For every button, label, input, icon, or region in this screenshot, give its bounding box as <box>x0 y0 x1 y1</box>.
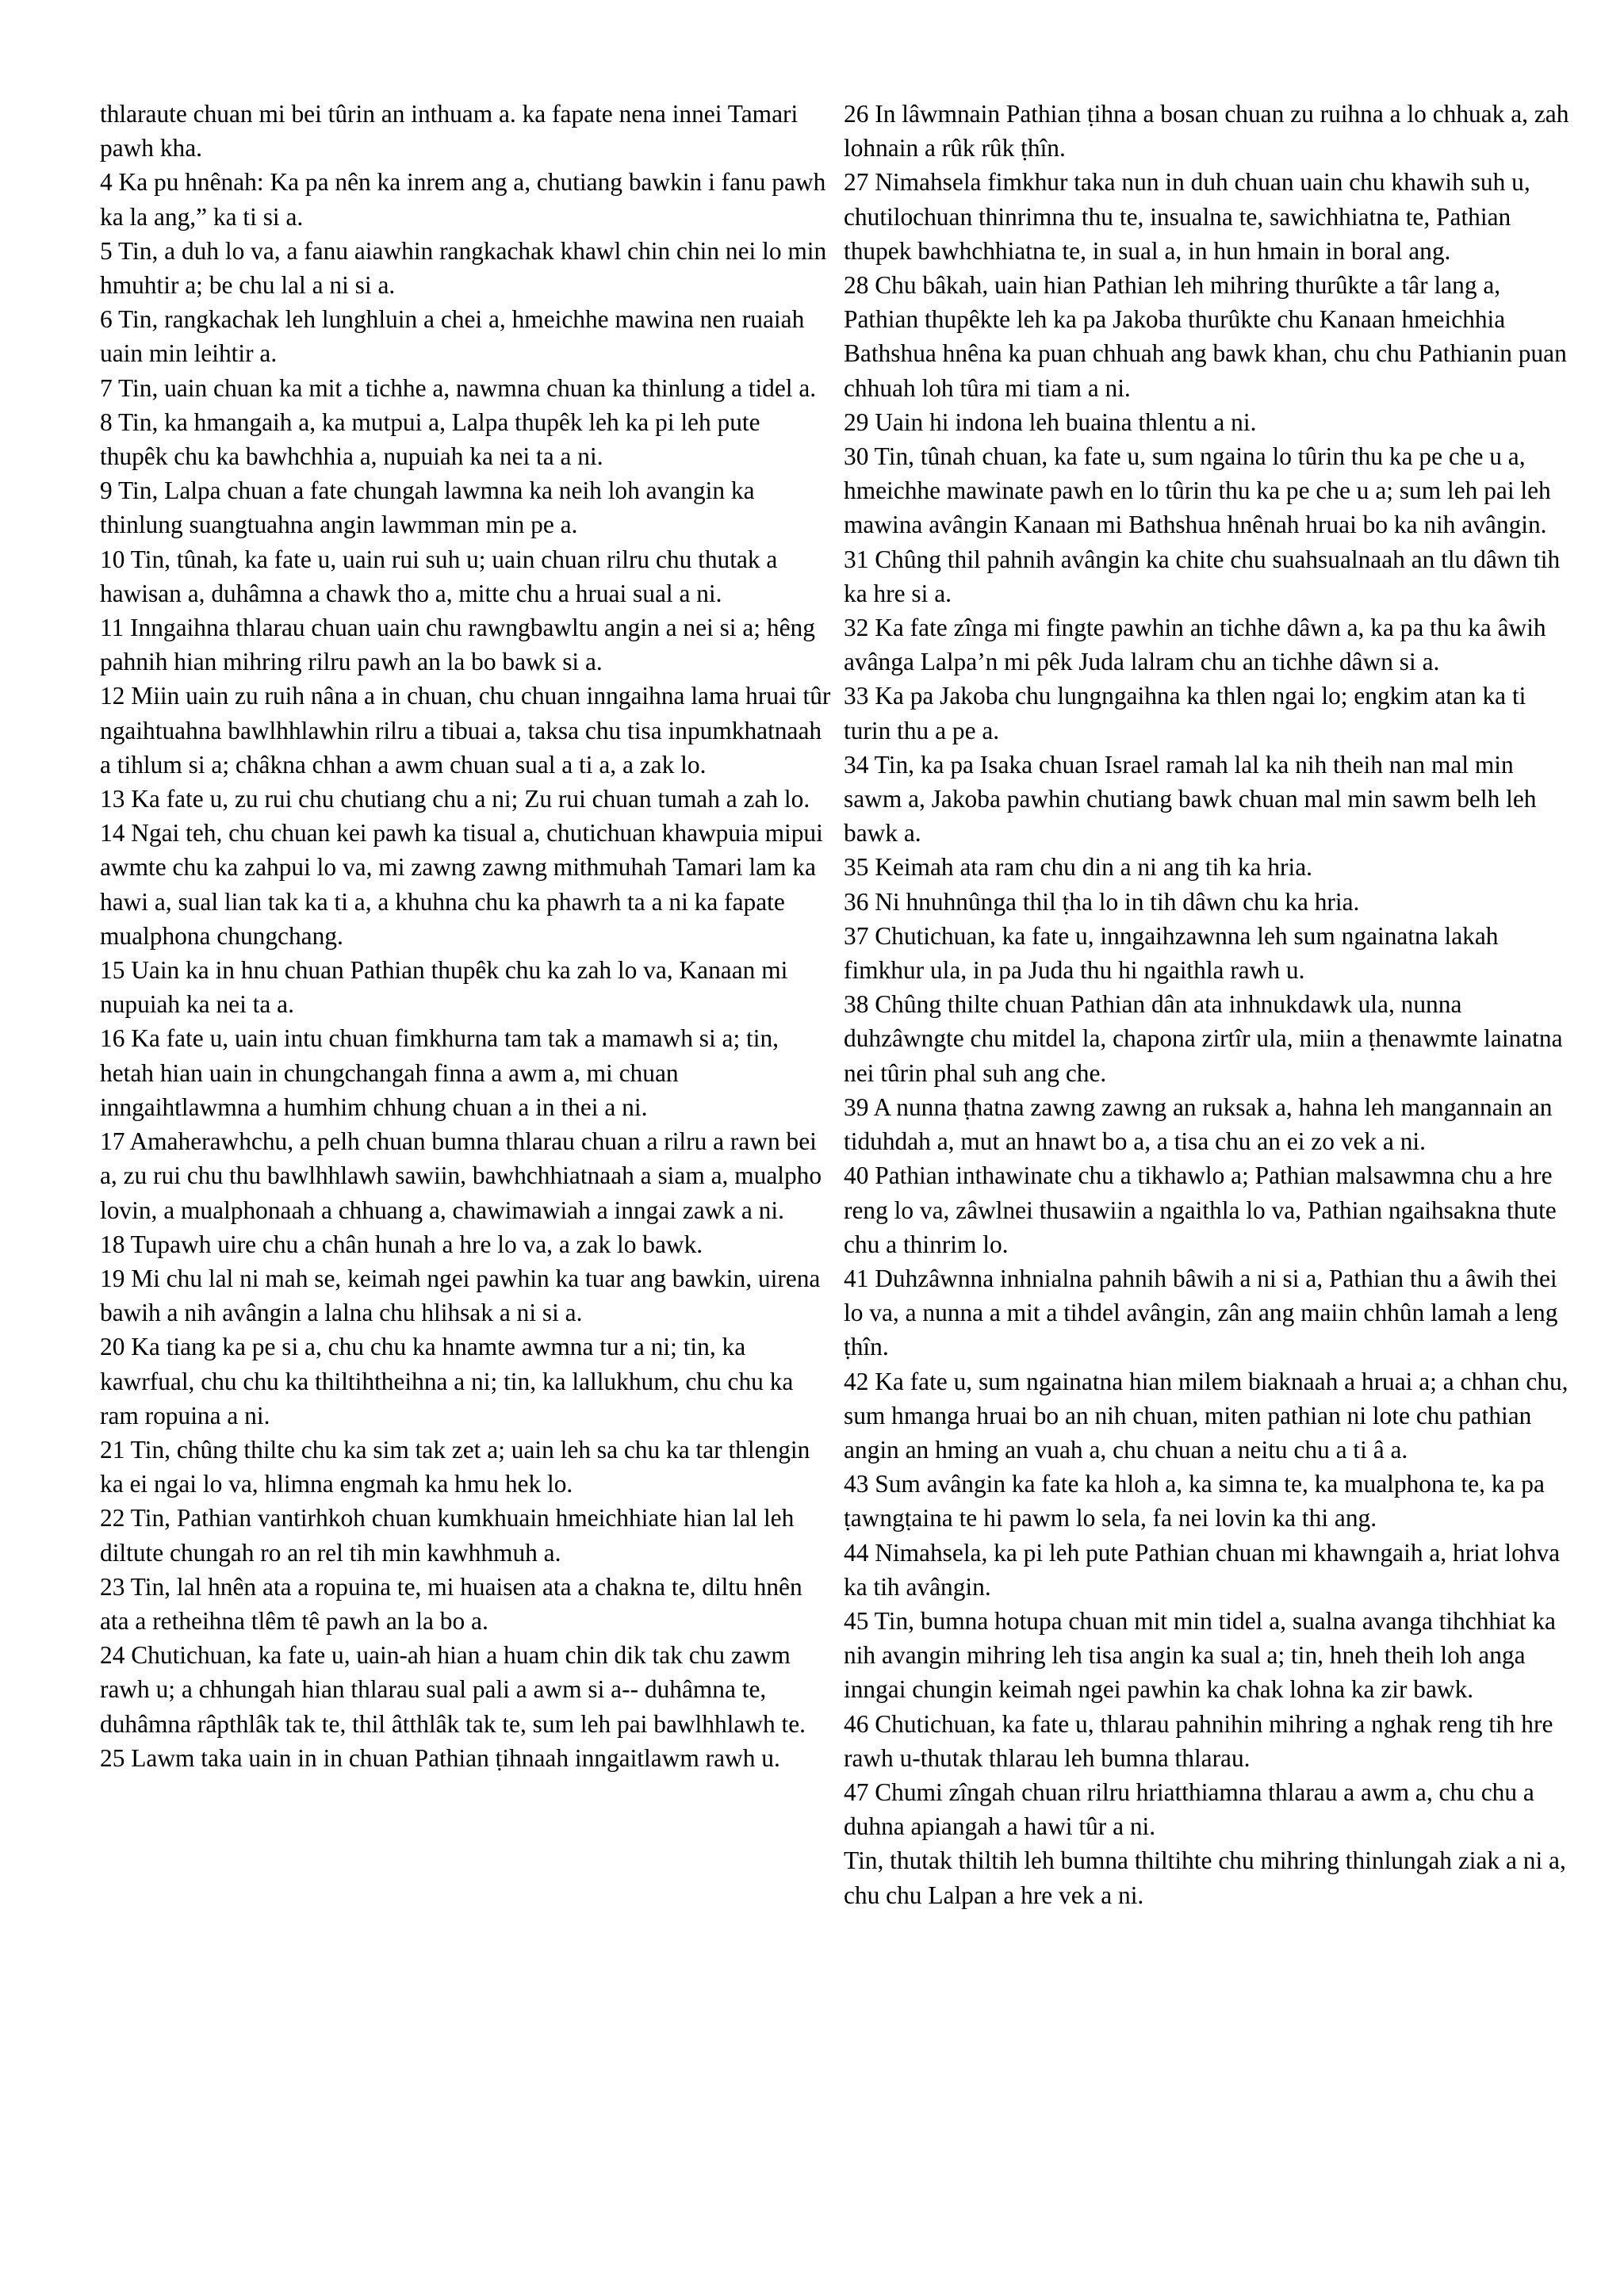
verse-29: 29 Uain hi indona leh buaina thlentu a ni. <box>844 408 1257 436</box>
verse-37: 37 Chutichuan, ka fate u, inngaihzawnna leh sum ngainatna lakah fimkhur ula, in pa Juda thu hi ngaithla rawh u. <box>844 921 1499 985</box>
verse-14: 14 Ngai teh, chu chuan kei pawh ka tisual a, chutichuan khawpuia mipui awmte chu ka zahpui lo va, mi zawng zawng mithmuhah Tamari lam ka hawi a, sual lian tak ka ti a, a khuhna chu ka phawrh ta a ni ka fapate mualphona chungchang. <box>100 819 823 950</box>
verse-32: 32 Ka fate zînga mi fingte pawhin an tichhe dâwn a, ka pa thu ka âwih avânga Lalpa’n mi pêk Juda lalram chu an tichhe dâwn si a. <box>844 614 1546 676</box>
verse-40: 40 Pathian inthawinate chu a tikhawlo a; Pathian malsawmna chu a hre reng lo va, zâwlnei thusawiin a ngaithla lo va, Pathian ngaihsakna thute chu a thinrim lo. <box>844 1161 1557 1258</box>
verse-38: 38 Chûng thilte chuan Pathian dân ata inhnukdawk ula, nunna duhzâwngte chu mitdel la, chapona zirtîr ula, miin a ṭhenawmte lainatna nei tûrin phal suh ang che. <box>844 990 1563 1087</box>
verse-46: 46 Chutichuan, ka fate u, thlarau pahnihin mihring a nghak reng tih hre rawh u-thutak thlarau leh bumna thlarau. <box>844 1709 1553 1772</box>
verse-12: 12 Miin uain zu ruih nâna a in chuan, chu chuan inngaihna lama hruai tûr ngaihtuahna bawlhhlawhin rilru a tibuai a, taksa chu tisa inpumkhatnaah a tihlum si a; châkna chhan a awm chuan sual a ti a, a zak lo. <box>100 682 831 779</box>
verse-45: 45 Tin, bumna hotupa chuan mit min tidel a, sualna avanga tihchhiat ka nih avangin mihring leh tisa angin ka sual a; tin, hneh theih loh anga inngai chungin keimah ngei pawhin ka chak lohna ka zir bawk. <box>844 1606 1556 1704</box>
verse-18: 18 Tupawh uire chu a chân hunah a hre lo va, a zak lo bawk. <box>100 1230 703 1258</box>
verse-26: 26 In lâwmnain Pathian ṭihna a bosan chuan zu ruihna a lo chhuak a, zah lohnain a rûk rûk ṭhîn. <box>844 100 1569 163</box>
verse-9: 9 Tin, Lalpa chuan a fate chungah lawmna ka neih loh avangin ka thinlung suangtuahna angin lawmman min pe a. <box>100 476 755 539</box>
verse-34: 34 Tin, ka pa Isaka chuan Israel ramah lal ka nih theih nan mal min sawm a, Jakoba pawhin chutiang bawk chuan mal min sawm belh leh bawk a. <box>844 750 1537 848</box>
verse-47: 47 Chumi zîngah chuan rilru hriatthiamna thlarau a awm a, chu chu a duhna apiangah a hawi tûr a ni. <box>844 1777 1534 1841</box>
verse-22: 22 Tin, Pathian vantirhkoh chuan kumkhuain hmeichhiate hian lal leh diltute chungah ro an rel tih min kawhhmuh a. <box>100 1504 795 1567</box>
verse-27: 27 Nimahsela fimkhur taka nun in duh chuan uain chu khawih suh u, chutilochuan thinrimna thu te, insualna te, sawichhiatna te, Pathian thupek bawhchhiatna te, in sual a, in hun hmain in boral ang. <box>844 168 1530 265</box>
verse-39: 39 A nunna ṭhatna zawng zawng an ruksak a, hahna leh mangannain an tiduhdah a, mut an hnawt bo a, a tisa chu an ei zo vek a ni. <box>844 1093 1553 1156</box>
paragraph: Tin, thutak thiltih leh bumna thiltihte chu mihring thinlungah ziak a ni a, chu chu Lalpan a hre vek a ni. <box>844 1846 1566 1909</box>
verse-6: 6 Tin, rangkachak leh lunghluin a chei a, hmeichhe mawina nen ruaiah uain min leihtir a. <box>100 305 805 368</box>
verse-7: 7 Tin, uain chuan ka mit a tichhe a, nawmna chuan ka thinlung a tidel a. <box>100 373 817 402</box>
verse-23: 23 Tin, lal hnên ata a ropuina te, mi huaisen ata a chakna te, diltu hnên ata a retheihna tlêm tê pawh an la bo a. <box>100 1572 802 1635</box>
verse-36: 36 Ni hnuhnûnga thil ṭha lo in tih dâwn chu ka hria. <box>844 887 1360 916</box>
verse-11: 11 Inngaihna thlarau chuan uain chu rawngbawltu angin a nei si a; hêng pahnih hian mihring rilru pawh an la bo bawk si a. <box>100 614 815 676</box>
verse-44: 44 Nimahsela, ka pi leh pute Pathian chuan mi khawngaih a, hriat lohva ka tih avângin. <box>844 1538 1561 1601</box>
verse-13: 13 Ka fate u, zu rui chu chutiang chu a ni; Zu rui chuan tumah a zah lo. <box>100 785 810 813</box>
verse-8: 8 Tin, ka hmangaih a, ka mutpui a, Lalpa thupêk leh ka pi leh pute thupêk chu ka bawhchhia a, nupuiah ka nei ta a ni. <box>100 408 760 471</box>
verse-42: 42 Ka fate u, sum ngainatna hian milem biaknaah a hruai a; a chhan chu, sum hmanga hruai bo an nih chuan, miten pathian ni lote chu pathian angin an hming an vuah a, chu chuan a neitu chu a ti â a. <box>844 1367 1568 1464</box>
verse-25: 25 Lawm taka uain in in chuan Pathian ṭihnaah inngaitlawm rawh u. <box>100 1743 780 1772</box>
verse-30: 30 Tin, tûnah chuan, ka fate u, sum ngaina lo tûrin thu ka pe che u a, hmeichhe mawinate pawh en lo tûrin thu ka pe che u a; sum leh pai leh mawina avângin Kanaan mi Bathshua hnênah hruai bo ka nih avângin. <box>844 442 1551 539</box>
verse-4: 4 Ka pu hnênah: Ka pa nên ka inrem ang a, chutiang bawkin i fanu pawh ka la ang,” ka ti si a. <box>100 168 826 231</box>
verse-17: 17 Amaherawhchu, a pelh chuan bumna thlarau chuan a rilru a rawn bei a, zu rui chu thu bawlhhlawh sawiin, bawhchhiatnaah a siam a, mualpho lovin, a mualphonaah a chhuang a, chawimawiah a inngai zawk a ni. <box>100 1127 822 1224</box>
verse-20: 20 Ka tiang ka pe si a, chu chu ka hnamte awmna tur a ni; tin, ka kawrfual, chu chu ka thiltihtheihna a ni; tin, ka lallukhum, chu chu ka ram ropuina a ni. <box>100 1333 794 1429</box>
right-text-column <box>844 97 1575 1912</box>
verse-28: 28 Chu bâkah, uain hian Pathian leh mihring thurûkte a târ lang a, Pathian thupêkte leh ka pa Jakoba thurûkte chu Kanaan hmeichhia Bathshua hnêna ka puan chhuah ang bawk khan, chu chu Pathianin puan chhuah loh tûra mi tiam a ni. <box>844 271 1567 402</box>
verse-41: 41 Duhzâwnna inhnialna pahnih bâwih a ni si a, Pathian thu a âwih thei lo va, a nunna a mit a tihdel avângin, zân ang maiin chhûn lamah a leng ṭhîn. <box>844 1264 1558 1361</box>
verse-31: 31 Chûng thil pahnih avângin ka chite chu suahsualnaah an tlu dâwn tih ka hre si a. <box>844 545 1561 607</box>
verse-43: 43 Sum avângin ka fate ka hloh a, ka simna te, ka mualphona te, ka pa ṭawngṭaina te hi pawm lo sela, fa nei lovin ka thi ang. <box>844 1470 1545 1533</box>
verse-5: 5 Tin, a duh lo va, a fanu aiawhin rangkachak khawl chin chin nei lo min hmuhtir a; be chu lal a ni si a. <box>100 236 827 300</box>
verse-21: 21 Tin, chûng thilte chu ka sim tak zet a; uain leh sa chu ka tar thlengin ka ei ngai lo va, hlimna engmah ka hmu hek lo. <box>100 1435 810 1498</box>
verse-16: 16 Ka fate u, uain intu chuan fimkhurna tam tak a mamawh si a; tin, hetah hian uain in chungchangah finna a awm a, mi chuan inngaihtlawmna a humhim chhung chuan a in thei a ni. <box>100 1024 779 1121</box>
verse-10: 10 Tin, tûnah, ka fate u, uain rui suh u; uain chuan rilru chu thutak a hawisan a, duhâmna a chawk tho a, mitte chu a hruai sual a ni. <box>100 545 778 607</box>
verse-19: 19 Mi chu lal ni mah se, keimah ngei pawhin ka tuar ang bawkin, uirena bawih a nih avângin a lalna chu hlihsak a ni si a. <box>100 1264 821 1327</box>
paragraph: thlaraute chuan mi bei tûrin an inthuam a. ka fapate nena innei Tamari pawh kha. <box>100 100 799 163</box>
verse-33: 33 Ka pa Jakoba chu lungngaihna ka thlen ngai lo; engkim atan ka ti turin thu a pe a. <box>844 682 1526 744</box>
left-text-column <box>100 97 831 1775</box>
verse-24: 24 Chutichuan, ka fate u, uain-ah hian a huam chin dik tak chu zawm rawh u; a chhungah hian thlarau sual pali a awm si a-- duhâmna te, duhâmna râpthlâk tak te, thil âtthlâk tak te, sum leh pai bawlhhlawh te. <box>100 1641 806 1738</box>
verse-35: 35 Keimah ata ram chu din a ni ang tih ka hria. <box>844 853 1312 882</box>
verse-15: 15 Uain ka in hnu chuan Pathian thupêk chu ka zah lo va, Kanaan mi nupuiah ka nei ta a. <box>100 956 788 1019</box>
